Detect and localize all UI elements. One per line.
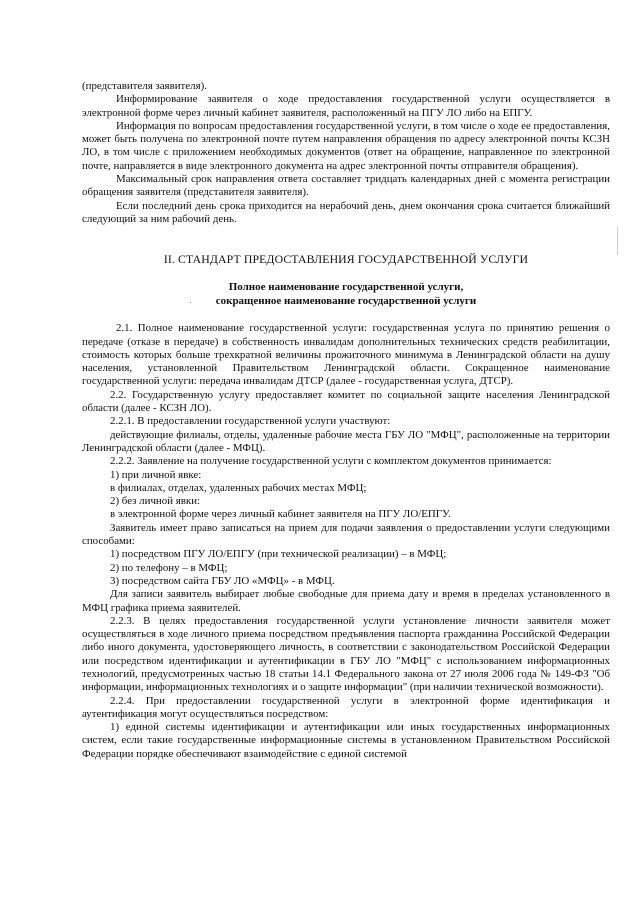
page-margin-mark [617,227,618,255]
paragraph: 2.2. Государственную услугу предоставляет комитет по социальной защите населения Ленинградской области (далее - КСЗН ЛО). [82,388,610,415]
paragraph: Для записи заявитель выбирает любые свободные для приема дату и время в пределах установленного в МФЦ графика приема заявителей. [82,588,610,614]
list-item: 2) без личной явки: [110,495,201,508]
paragraph: 2.1. Полное наименование государственной услуги: государственная услуга по принятию решения о передаче (отказе в передаче) в собственность инвалидам дополнительных технических средств реабилитации, стоимость которых больше трехкратной величины прожиточного минимума в Ленинградской области на душу населения, установленной Правительством Ленинградской области. Сокращенное наименование государственной услуги: передача инвалидам ДТСР (далее - государственная услуга, ДТСР). [82,322,610,388]
section-title: II. СТАНДАРТ ПРЕДОСТАВЛЕНИЯ ГОСУДАРСТВЕННОЙ УСЛУГИ [163,252,529,267]
paragraph: 1) единой системы идентификации и аутентификации или иных государственных информационных систем, если такие государственные информационные системы в установленном Правительством Российской Федерации порядке обеспечивают взаимодействие с единой системой [82,721,610,760]
list-item: в электронной форме через личный кабинет заявителя на ПГУ ЛО/ЕПГУ. [110,508,451,521]
list-item: 1) посредством ПГУ ЛО/ЕПГУ (при технической реализации) – в МФЦ; [110,548,447,561]
list-item: в филиалах, отделах, удаленных рабочих местах МФЦ; [110,481,367,494]
paragraph: действующие филиалы, отделы, удаленные рабочие места ГБУ ЛО "МФЦ", расположенные на территории Ленинградской области (далее - МФЦ). [82,428,610,454]
spacer [82,308,610,322]
paragraph: Максимальный срок направления ответа составляет тридцать календарных дней с момента регистрации обращения заявителя (представителя заявителя). [82,173,610,199]
list-item: 3) посредством сайта ГБУ ЛО «МФЦ» - в МФЦ. [110,574,335,587]
paragraph: Если последний день срока приходится на нерабочий день, днем окончания срока считается ближайший следующий за ним рабочий день. [82,199,610,225]
paragraph: 2.2.3. В целях предоставления государственной услуги установление личности заявителя может осуществляться в ходе личного приема посредством предъявления паспорта гражданина Российской Федерации либо иного документа, удостоверяющего личность, в соответствии с законодательством Российской Федерации или посредством идентификации и аутентификации в ГБУ ЛО "МФЦ" с использованием информационных технологий, предусмотренных частью 18 статьи 14.1 Федерального закона от 27 июля 2006 года № 149-ФЗ "Об информации, информационных технологиях и о защите информации" (при наличии технической возможности). [82,614,610,694]
paragraph: 2.2.1. В предоставлении государственной услуги участвуют: [110,415,391,428]
paragraph: 2.2.4. При предоставлении государственной услуги в электронной форме идентификация и аутентификация могут осуществляться посредством: [82,694,610,720]
subsection-title: Полное наименование государственной услуги, [228,281,464,294]
paragraph: Информирование заявителя о ходе предоставления государственной услуги осуществляется в электронной форме через личный кабинет заявителя, расположенный на ПГУ ЛО либо на ЕПГУ. [82,93,610,119]
list-item: 1) при личной явке: [110,468,202,481]
subsection-title: сокращенное наименование государственной услуги [215,295,477,308]
list-item: 2) по телефону – в МФЦ; [110,561,228,574]
paragraph: Заявитель имеет право записаться на прием для подачи заявления о предоставлении услуги следующими способами: [82,521,610,548]
document-page [82,80,610,761]
paragraph: 2.2.2. Заявление на получение государственной услуги с комплектом документов принимается: [110,455,552,468]
spacer [82,226,610,252]
paragraph: (представителя заявителя). [82,80,207,92]
paragraph: Информация по вопросам предоставления государственной услуги, в том числе о ходе ее предоставления, может быть получена по электронной почте путем направления обращения по адресу электронной почты КСЗН ЛО, в том числе с приложением необходимых документов (ответ на обращение, направленное по электронной почте, направляется в виде электронного документа на адрес электронной почты отправителя обращения). [82,119,610,172]
spacer [82,266,610,280]
